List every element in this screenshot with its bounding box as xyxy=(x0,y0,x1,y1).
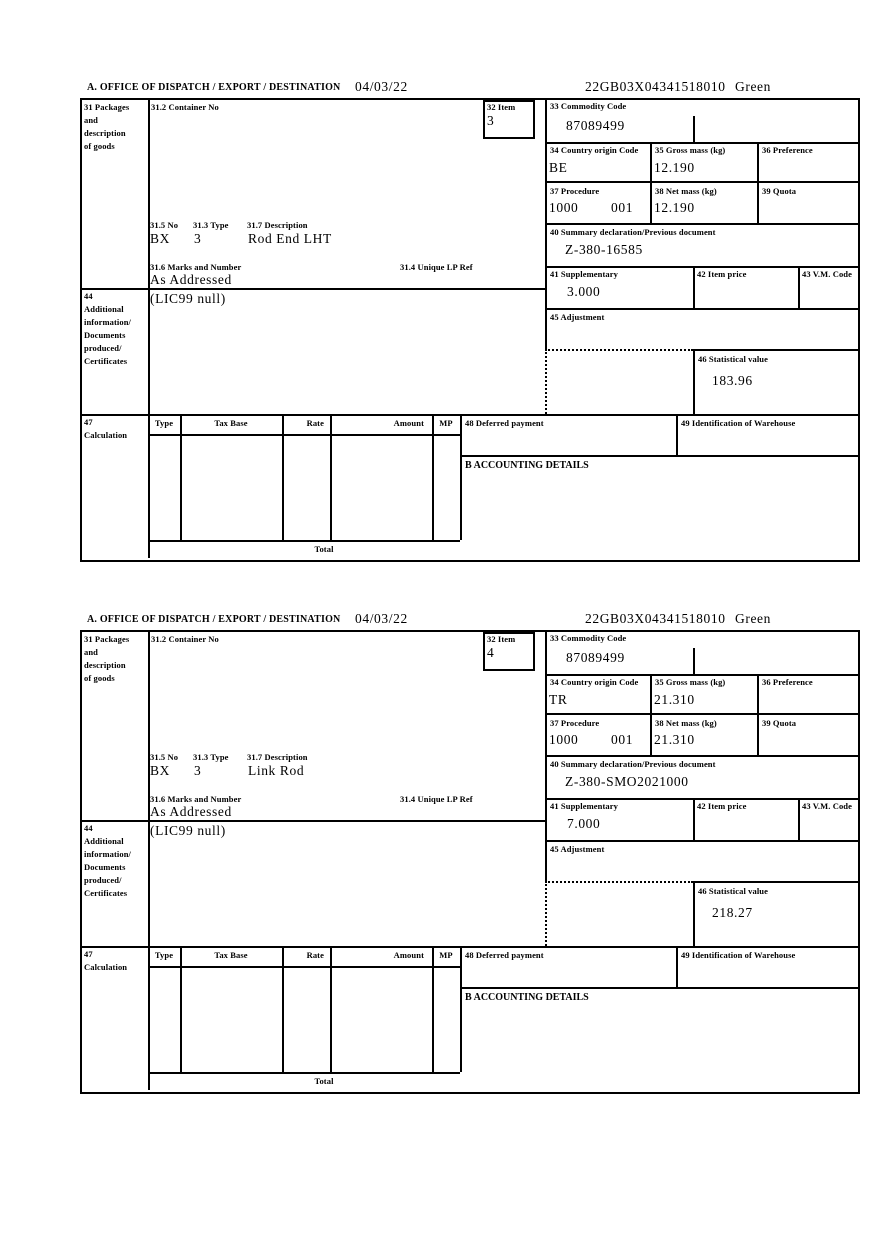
rule-34-bottom xyxy=(545,181,858,183)
gross-mass-label: 35 Gross mass (kg) xyxy=(655,145,726,155)
rule-40-bottom xyxy=(545,798,858,800)
unique-lp-ref-label: 31.4 Unique LP Ref xyxy=(400,794,473,804)
preference-label: 36 Preference xyxy=(762,145,813,155)
container-no-label: 31.2 Container No xyxy=(151,634,219,644)
statistical-value: 183.96 xyxy=(712,373,753,388)
procedure-value-2: 001 xyxy=(611,200,634,215)
box-31-caption: description xyxy=(84,660,126,670)
net-mass-value: 21.310 xyxy=(654,732,695,747)
net-mass-label: 38 Net mass (kg) xyxy=(655,718,717,728)
procedure-label: 37 Procedure xyxy=(550,718,600,728)
package-no-label: 31.5 No xyxy=(150,752,179,762)
previous-document-value: Z-380-SMO2021000 xyxy=(565,774,689,789)
box-31-caption: 31 Packages xyxy=(84,634,130,644)
rule-48-bottom xyxy=(460,987,858,989)
rule-31-44-divider xyxy=(82,288,545,290)
vm-code-label: 43 V.M. Code xyxy=(802,269,853,279)
commodity-code-value: 87089499 xyxy=(566,118,625,133)
rule-col-42 xyxy=(693,798,695,840)
procedure-value-2: 001 xyxy=(611,732,634,747)
accounting-details-label: B ACCOUNTING DETAILS xyxy=(465,992,589,1003)
rule-46-left xyxy=(693,349,695,414)
quota-label: 39 Quota xyxy=(762,186,797,196)
rule-47-col3 xyxy=(330,414,332,540)
col-type-header: Type xyxy=(154,950,174,960)
item-number-value: 3 xyxy=(487,113,495,128)
commodity-code-label: 33 Commodity Code xyxy=(550,101,627,111)
box-44-caption: information/ xyxy=(84,317,132,327)
commodity-code-value: 87089499 xyxy=(566,650,625,665)
rule-col-35 xyxy=(650,674,652,755)
sad-item-form xyxy=(80,76,862,568)
quota-label: 39 Quota xyxy=(762,718,797,728)
box-31-caption: of goods xyxy=(84,673,115,683)
box-44-caption: Certificates xyxy=(84,888,128,898)
additional-info-value: (LIC99 null) xyxy=(150,823,226,838)
country-origin-label: 34 Country origin Code xyxy=(550,677,639,687)
rule-col-43 xyxy=(798,266,800,308)
marks-value: As Addressed xyxy=(150,272,232,287)
rule-47-col2 xyxy=(282,414,284,540)
box-44-caption: information/ xyxy=(84,849,132,859)
rule-33-bottom xyxy=(545,674,858,676)
rule-dashed-horizontal xyxy=(545,881,693,883)
rule-47-right xyxy=(460,414,462,540)
description-label: 31.7 Description xyxy=(247,752,308,762)
package-no-label: 31.5 No xyxy=(150,220,179,230)
rule-col-35 xyxy=(650,142,652,223)
rule-47-col3 xyxy=(330,946,332,1072)
marks-value: As Addressed xyxy=(150,804,232,819)
preference-label: 36 Preference xyxy=(762,677,813,687)
rule-47-header-bottom xyxy=(148,966,460,968)
rule-46-top xyxy=(693,349,858,351)
declaration-reference: 22GB03X04341518010 xyxy=(585,611,726,626)
package-type-label: 31.3 Type xyxy=(193,752,229,762)
rule-47-total-top xyxy=(148,1072,460,1074)
statistical-value: 218.27 xyxy=(712,905,753,920)
rule-47-header-bottom xyxy=(148,434,460,436)
deferred-payment-label: 48 Deferred payment xyxy=(465,418,544,428)
box-44-caption: Documents xyxy=(84,862,126,872)
procedure-value-1: 1000 xyxy=(549,732,579,747)
rule-44-47-divider xyxy=(82,414,858,416)
gross-mass-value: 21.310 xyxy=(654,692,695,707)
accounting-details-label: B ACCOUNTING DETAILS xyxy=(465,460,589,471)
sad-item-form xyxy=(80,608,862,1100)
marks-label: 31.6 Marks and Number xyxy=(150,794,242,804)
routing-indicator: Green xyxy=(735,79,771,94)
office-of-dispatch-label: A. OFFICE OF DISPATCH / EXPORT / DESTINATION xyxy=(87,82,341,93)
container-no-label: 31.2 Container No xyxy=(151,102,219,112)
description-label: 31.7 Description xyxy=(247,220,308,230)
box-31-caption: 31 Packages xyxy=(84,102,130,112)
box-44-caption: produced/ xyxy=(84,875,122,885)
col-amount-header: Amount xyxy=(393,418,424,428)
statistical-value-label: 46 Statistical value xyxy=(698,354,768,364)
office-of-dispatch-label: A. OFFICE OF DISPATCH / EXPORT / DESTINATION xyxy=(87,614,341,625)
box-44-caption: Documents xyxy=(84,330,126,340)
box-47-caption: 47 xyxy=(84,417,93,427)
description-value: Rod End LHT xyxy=(248,231,332,246)
supplementary-value: 3.000 xyxy=(567,284,601,299)
rule-47-col4 xyxy=(432,414,434,540)
rule-left-column xyxy=(148,632,150,1090)
marks-label: 31.6 Marks and Number xyxy=(150,262,242,272)
procedure-label: 37 Procedure xyxy=(550,186,600,196)
previous-document-value: Z-380-16585 xyxy=(565,242,643,257)
declaration-date: 04/03/22 xyxy=(355,611,408,626)
box-31-caption: description xyxy=(84,128,126,138)
rule-46-left xyxy=(693,881,695,946)
rule-41-bottom xyxy=(545,308,858,310)
col-rate-header: Rate xyxy=(306,418,324,428)
gross-mass-value: 12.190 xyxy=(654,160,695,175)
rule-33-separator xyxy=(693,116,695,142)
vm-code-label: 43 V.M. Code xyxy=(802,801,853,811)
rule-dashed-vertical xyxy=(545,349,547,414)
rule-33-separator xyxy=(693,648,695,674)
col-tax-base-header: Tax Base xyxy=(214,418,248,428)
item-price-label: 42 Item price xyxy=(697,801,747,811)
supplementary-label: 41 Supplementary xyxy=(550,801,618,811)
box-47-caption: Calculation xyxy=(84,962,128,972)
rule-48-bottom xyxy=(460,455,858,457)
declaration-reference: 22GB03X04341518010 xyxy=(585,79,726,94)
rule-dashed-vertical xyxy=(545,881,547,946)
rule-col-42 xyxy=(693,266,695,308)
total-label: Total xyxy=(314,1076,334,1086)
package-no-value: BX xyxy=(150,763,170,778)
summary-declaration-label: 40 Summary declaration/Previous document xyxy=(550,227,716,237)
total-label: Total xyxy=(314,544,334,554)
supplementary-value: 7.000 xyxy=(567,816,601,831)
col-type-header: Type xyxy=(154,418,174,428)
deferred-payment-label: 48 Deferred payment xyxy=(465,950,544,960)
package-type-label: 31.3 Type xyxy=(193,220,229,230)
description-value: Link Rod xyxy=(248,763,305,778)
box-44-caption: Certificates xyxy=(84,356,128,366)
rule-col-49 xyxy=(676,414,678,455)
item-label: 32 Item xyxy=(487,102,516,112)
box-44-caption: 44 xyxy=(84,291,93,301)
box-44-caption: Additional xyxy=(84,304,124,314)
rule-col-43 xyxy=(798,798,800,840)
rule-37-bottom xyxy=(545,223,858,225)
box-31-caption: of goods xyxy=(84,141,115,151)
supplementary-label: 41 Supplementary xyxy=(550,269,618,279)
statistical-value-label: 46 Statistical value xyxy=(698,886,768,896)
warehouse-id-label: 49 Identification of Warehouse xyxy=(681,418,796,428)
commodity-code-label: 33 Commodity Code xyxy=(550,633,627,643)
adjustment-label: 45 Adjustment xyxy=(550,312,605,322)
rule-40-bottom xyxy=(545,266,858,268)
box-44-caption: Additional xyxy=(84,836,124,846)
unique-lp-ref-label: 31.4 Unique LP Ref xyxy=(400,262,473,272)
warehouse-id-label: 49 Identification of Warehouse xyxy=(681,950,796,960)
net-mass-label: 38 Net mass (kg) xyxy=(655,186,717,196)
rule-dashed-horizontal xyxy=(545,349,693,351)
package-type-value: 3 xyxy=(194,231,202,246)
rule-col-49 xyxy=(676,946,678,987)
rule-col-36 xyxy=(757,142,759,223)
box-44-caption: produced/ xyxy=(84,343,122,353)
rule-47-col1 xyxy=(180,414,182,540)
rule-47-total-top xyxy=(148,540,460,542)
box-44-caption: 44 xyxy=(84,823,93,833)
rule-47-col1 xyxy=(180,946,182,1072)
rule-41-bottom xyxy=(545,840,858,842)
box-47-caption: 47 xyxy=(84,949,93,959)
col-mp-header: MP xyxy=(439,950,453,960)
rule-37-bottom xyxy=(545,755,858,757)
rule-47-col2 xyxy=(282,946,284,1072)
col-amount-header: Amount xyxy=(393,950,424,960)
rule-34-bottom xyxy=(545,713,858,715)
procedure-value-1: 1000 xyxy=(549,200,579,215)
item-label: 32 Item xyxy=(487,634,516,644)
rule-44-47-divider xyxy=(82,946,858,948)
country-origin-value: BE xyxy=(549,160,568,175)
box-47-caption: Calculation xyxy=(84,430,128,440)
rule-31-44-divider xyxy=(82,820,545,822)
col-tax-base-header: Tax Base xyxy=(214,950,248,960)
declaration-date: 04/03/22 xyxy=(355,79,408,94)
col-mp-header: MP xyxy=(439,418,453,428)
country-origin-label: 34 Country origin Code xyxy=(550,145,639,155)
routing-indicator: Green xyxy=(735,611,771,626)
rule-47-col4 xyxy=(432,946,434,1072)
country-origin-value: TR xyxy=(549,692,568,707)
box-31-caption: and xyxy=(84,647,99,657)
net-mass-value: 12.190 xyxy=(654,200,695,215)
adjustment-label: 45 Adjustment xyxy=(550,844,605,854)
item-frame xyxy=(80,630,860,1094)
rule-left-column xyxy=(148,100,150,558)
package-no-value: BX xyxy=(150,231,170,246)
package-type-value: 3 xyxy=(194,763,202,778)
additional-info-value: (LIC99 null) xyxy=(150,291,226,306)
rule-col-36 xyxy=(757,674,759,755)
item-number-value: 4 xyxy=(487,645,495,660)
rule-46-top xyxy=(693,881,858,883)
box-31-caption: and xyxy=(84,115,99,125)
rule-33-bottom xyxy=(545,142,858,144)
summary-declaration-label: 40 Summary declaration/Previous document xyxy=(550,759,716,769)
item-price-label: 42 Item price xyxy=(697,269,747,279)
col-rate-header: Rate xyxy=(306,950,324,960)
rule-47-right xyxy=(460,946,462,1072)
gross-mass-label: 35 Gross mass (kg) xyxy=(655,677,726,687)
item-frame xyxy=(80,98,860,562)
